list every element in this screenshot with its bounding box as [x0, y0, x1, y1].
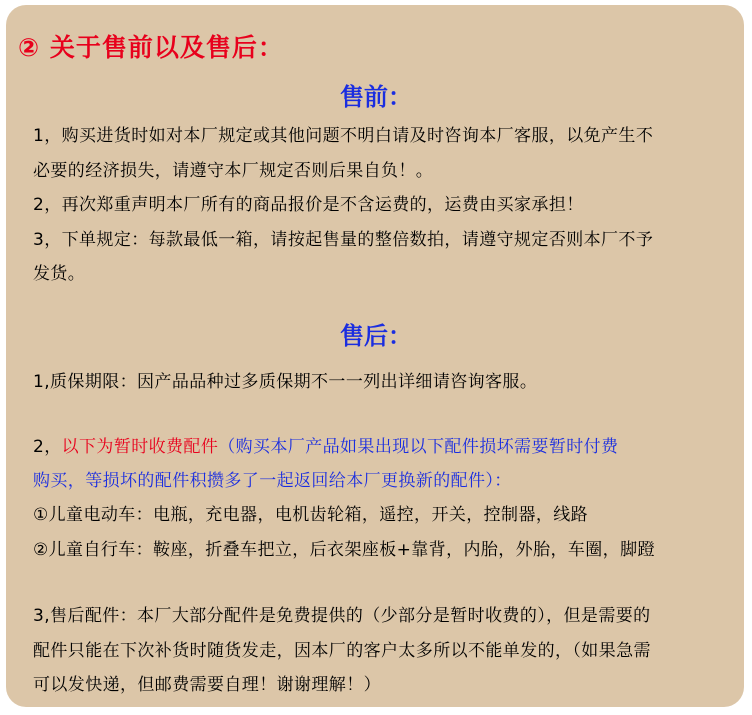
pre-sale-rule-1: 1，购买进货时如对本厂规定或其他问题不明白请及时咨询本厂客服，以免产生不 — [33, 126, 654, 146]
pre-sale-rule-2: 2，再次郑重声明本厂所有的商品报价是不含运费的，运费由买家承担！ — [33, 195, 584, 215]
after-sale-parts-policy-cont-2: 可以发快递，但邮费需要自理！谢谢理解！） — [33, 675, 381, 695]
after-sale-paid-parts — [33, 432, 618, 457]
after-sale-parts-policy: 3,售后配件：本厂大部分配件是免费提供的（少部分是暂时收费的），但是需要的 — [33, 606, 651, 626]
pre-sale-rule-1-cont: 必要的经济损失，请遵守本厂规定否则后果自负！。 — [33, 161, 434, 181]
paid-parts-electric-car: ①儿童电动车：电瓶，充电器，电机齿轮箱，遥控，开关，控制器，线路 — [33, 505, 589, 525]
pre-sale-rule-3: 3，下单规定：每款最低一箱，请按起售量的整倍数拍，请遵守规定否则本厂不予 — [33, 230, 654, 250]
pre-sale-rule-3-cont: 发货。 — [33, 264, 86, 284]
after-sale-heading: 售后： — [340, 322, 412, 350]
after-sale-warranty: 1,质保期限：因产品品种过多质保期不一一列出详细请咨询客服。 — [33, 372, 538, 392]
after-sale-parts-policy-cont-1: 配件只能在下次补货时随货发走，因本厂的客户太多所以不能单发的，（如果急需 — [33, 641, 651, 661]
page-title: ② 关于售前以及售后： — [18, 33, 284, 62]
paid-parts-label: 以下为暂时收费配件 — [61, 437, 219, 457]
paid-parts-number: 2， — [33, 437, 62, 457]
pre-sale-heading: 售前： — [340, 83, 412, 111]
paid-parts-bicycle: ②儿童自行车：鞍座，折叠车把立，后衣架座板+靠背，内胎，外胎，车圈，脚蹬 — [33, 540, 655, 560]
paid-parts-note: （购买本厂产品如果出现以下配件损坏需要暂时付费 — [218, 437, 619, 457]
paid-parts-note-cont: 购买，等损坏的配件积攒多了一起返回给本厂更换新的配件）： — [33, 471, 512, 491]
